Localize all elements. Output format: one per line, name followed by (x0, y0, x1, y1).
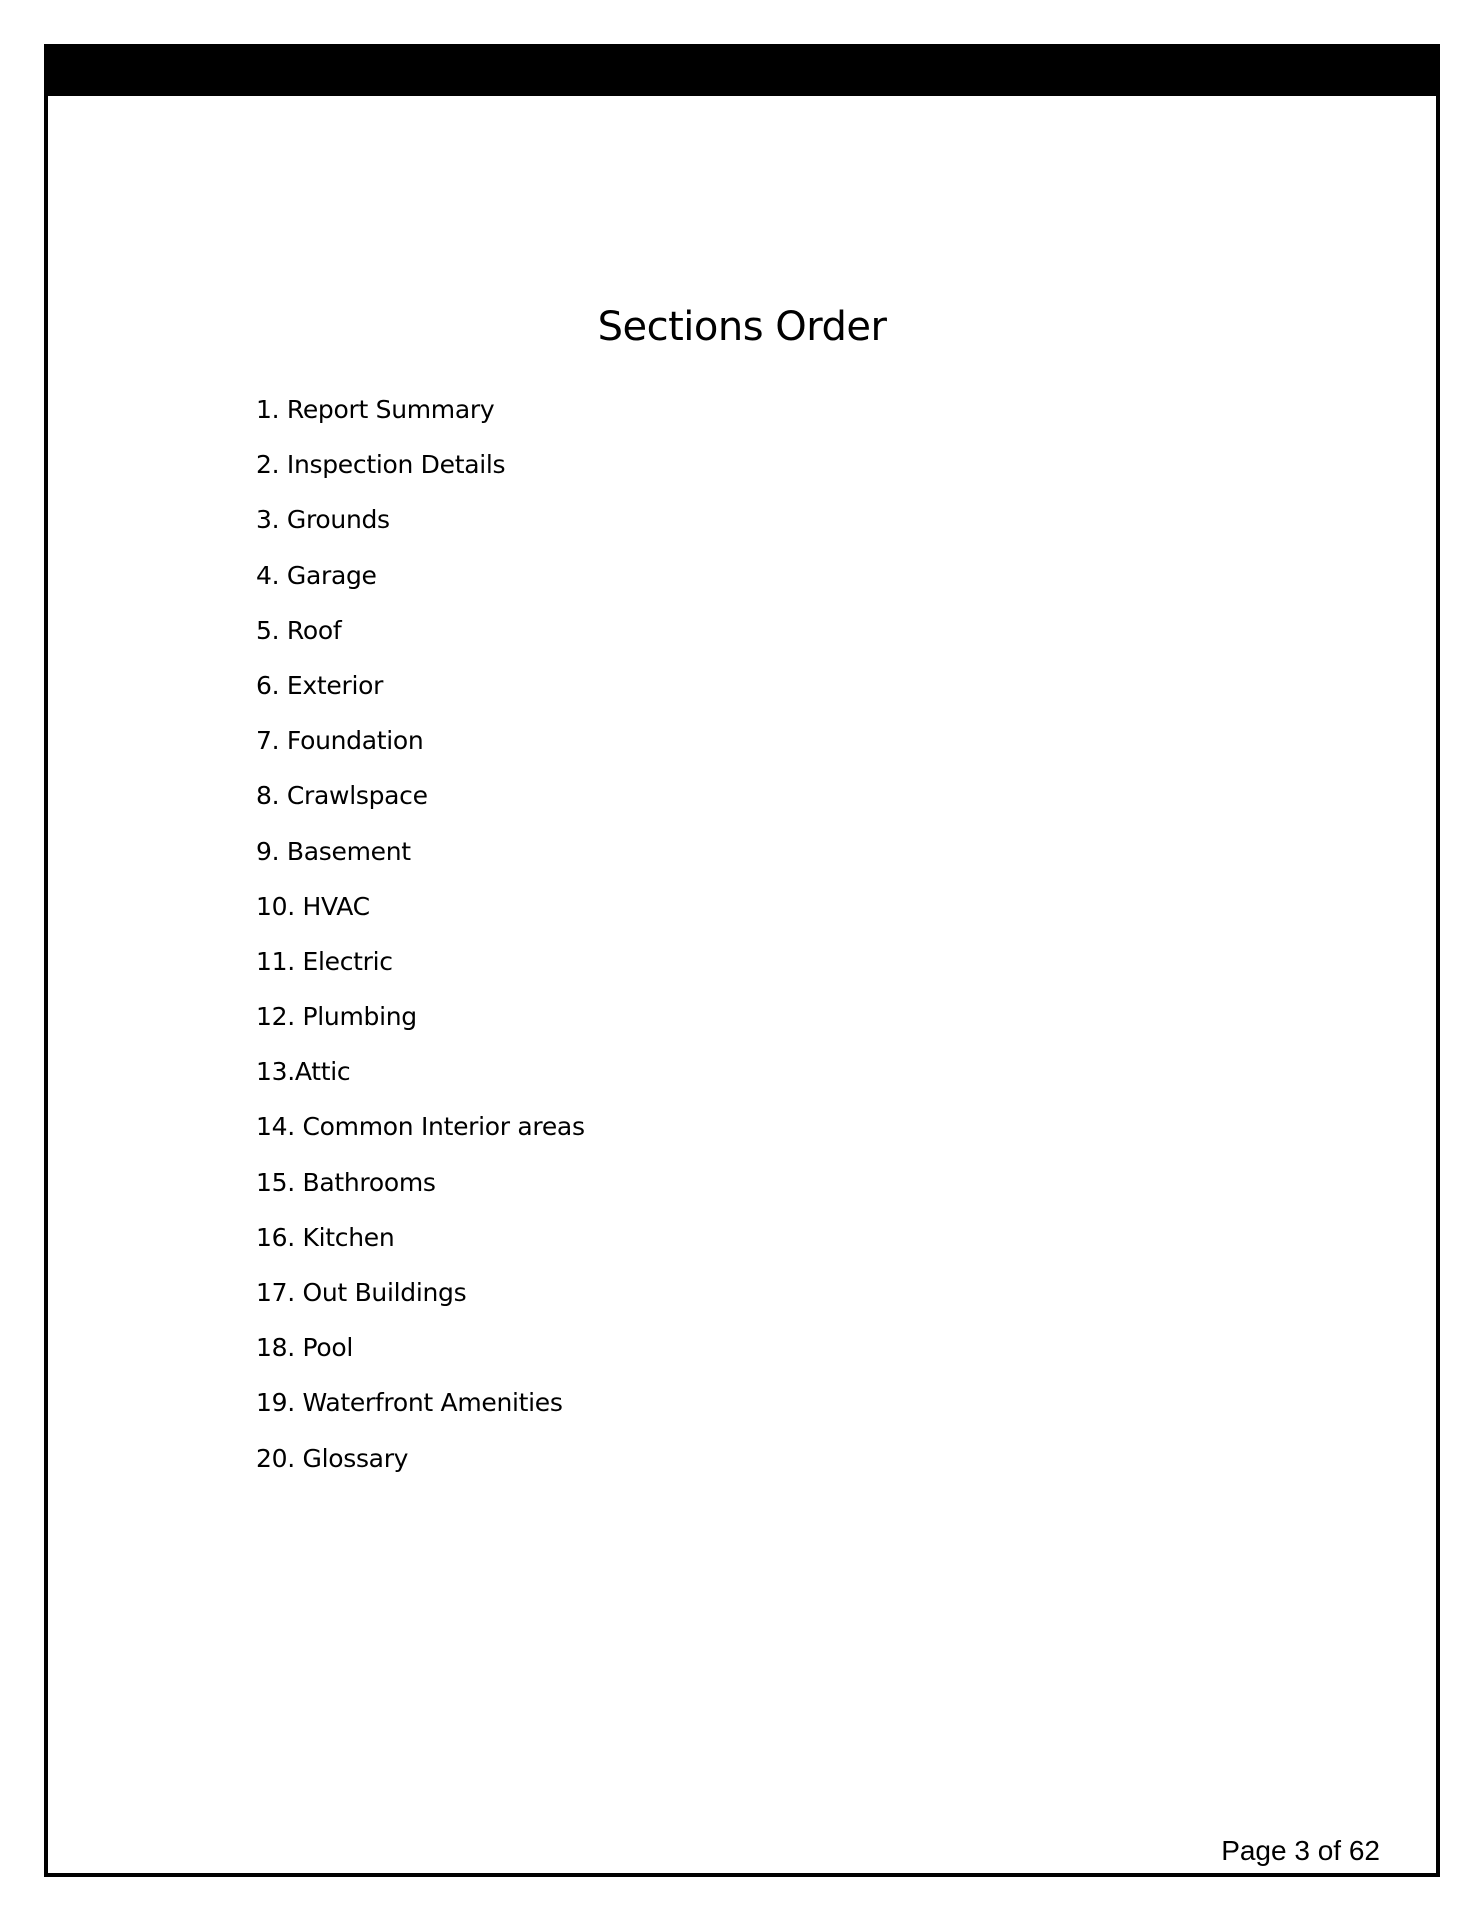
section-item: 5. Roof (256, 615, 342, 645)
section-item: 10. HVAC (256, 891, 370, 921)
section-item: 8. Crawlspace (256, 781, 428, 811)
section-item: 3. Grounds (256, 505, 390, 535)
section-item: 9. Basement (256, 836, 411, 866)
section-item: 15. Bathrooms (256, 1167, 436, 1197)
section-item: 11. Electric (256, 946, 393, 976)
section-item: 4. Garage (256, 560, 377, 590)
sections-list (256, 382, 585, 1486)
section-item: 17. Out Buildings (256, 1278, 467, 1307)
header-bar (48, 48, 1436, 96)
section-item: 14. Common Interior areas (256, 1112, 585, 1142)
page-title: Sections Order (597, 304, 887, 350)
section-item: 12. Plumbing (256, 1002, 417, 1032)
section-item: 20. Glossary (256, 1443, 409, 1473)
section-item: 13.Attic (256, 1057, 351, 1087)
section-item: 19. Waterfront Amenities (256, 1388, 563, 1418)
section-item: 1. Report Summary (256, 395, 495, 424)
section-item: 2. Inspection Details (256, 450, 506, 480)
section-item: 18. Pool (256, 1333, 354, 1363)
page-number: Page 3 of 62 (1221, 1835, 1380, 1866)
section-item: 7. Foundation (256, 726, 424, 756)
page-frame (44, 44, 1440, 1877)
section-item: 16. Kitchen (256, 1222, 395, 1252)
section-item: 6. Exterior (256, 670, 384, 700)
